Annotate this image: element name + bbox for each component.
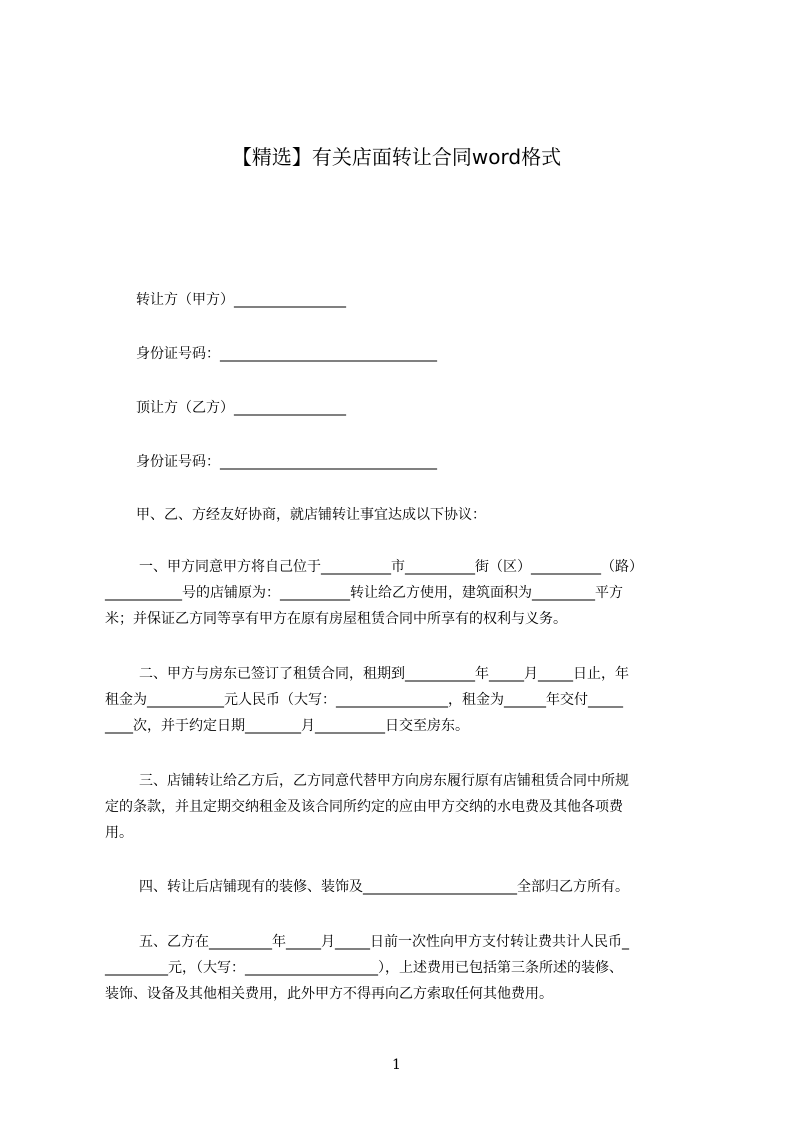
- transferee-party-field: 顶让方（乙方）________________: [136, 400, 346, 416]
- clause-1: [105, 554, 701, 632]
- clause-2-line-3: ____次，并于约定日期________月__________日交至房东。: [105, 718, 469, 734]
- clause-1-line-3: 米；并保证乙方同等享有甲方在原有房屋租赁合同中所享有的权利与义务。: [105, 611, 567, 627]
- clause-4-line-1: 四、转让后店铺现有的装修、装饰及______________________全部归乙方所有。: [139, 879, 629, 895]
- clause-3-line-3: 用。: [105, 825, 133, 841]
- transferor-party-field: 转让方（甲方）________________: [136, 292, 346, 308]
- clause-4: [105, 874, 701, 900]
- document-title: 【精选】有关店面转让合同word格式: [231, 145, 562, 169]
- clause-1-line-2: ___________号的店铺原为：__________转让给乙方使用，建筑面积为_________平方: [105, 585, 623, 601]
- transferor-id-number-field: 身份证号码：_______________________________: [136, 346, 437, 362]
- clause-2-line-1: 二、甲方与房东已签订了租赁合同，租期到__________年_____月_____日止，年: [139, 666, 629, 682]
- clause-3: [105, 768, 701, 846]
- intro-statement: 甲、乙、方经友好协商，就店铺转让事宜达成以下协议：: [136, 507, 486, 523]
- clause-3-line-1: 三、店铺转让给乙方后，乙方同意代替甲方向房东履行原有店铺租赁合同中所规: [139, 773, 629, 789]
- transferee-id-number-field: 身份证号码：_______________________________: [136, 454, 437, 470]
- clause-5: [105, 929, 701, 1007]
- clause-3-line-2: 定的条款，并且定期交纳租金及该合同所约定的应由甲方交纳的水电费及其他各项费: [105, 799, 623, 815]
- clause-2: [105, 661, 701, 739]
- clause-1-line-1: 一、甲方同意甲方将自己位于__________市__________街（区）__________（路）: [139, 559, 643, 575]
- clause-2-line-2: 租金为___________元人民币（大写：________________，租金为______年交付_____: [105, 692, 623, 708]
- clause-5-line-3: 装饰、设备及其他相关费用，此外甲方不得再向乙方索取任何其他费用。: [105, 986, 553, 1002]
- page-number: 1: [392, 1057, 401, 1073]
- clause-5-line-1: 五、乙方在_________年_____月_____日前一次性向甲方支付转让费共计人民币_: [139, 934, 629, 950]
- clause-5-line-2: _________元，（大写：___________________），上述费用已包括第三条所述的装修、: [105, 960, 623, 976]
